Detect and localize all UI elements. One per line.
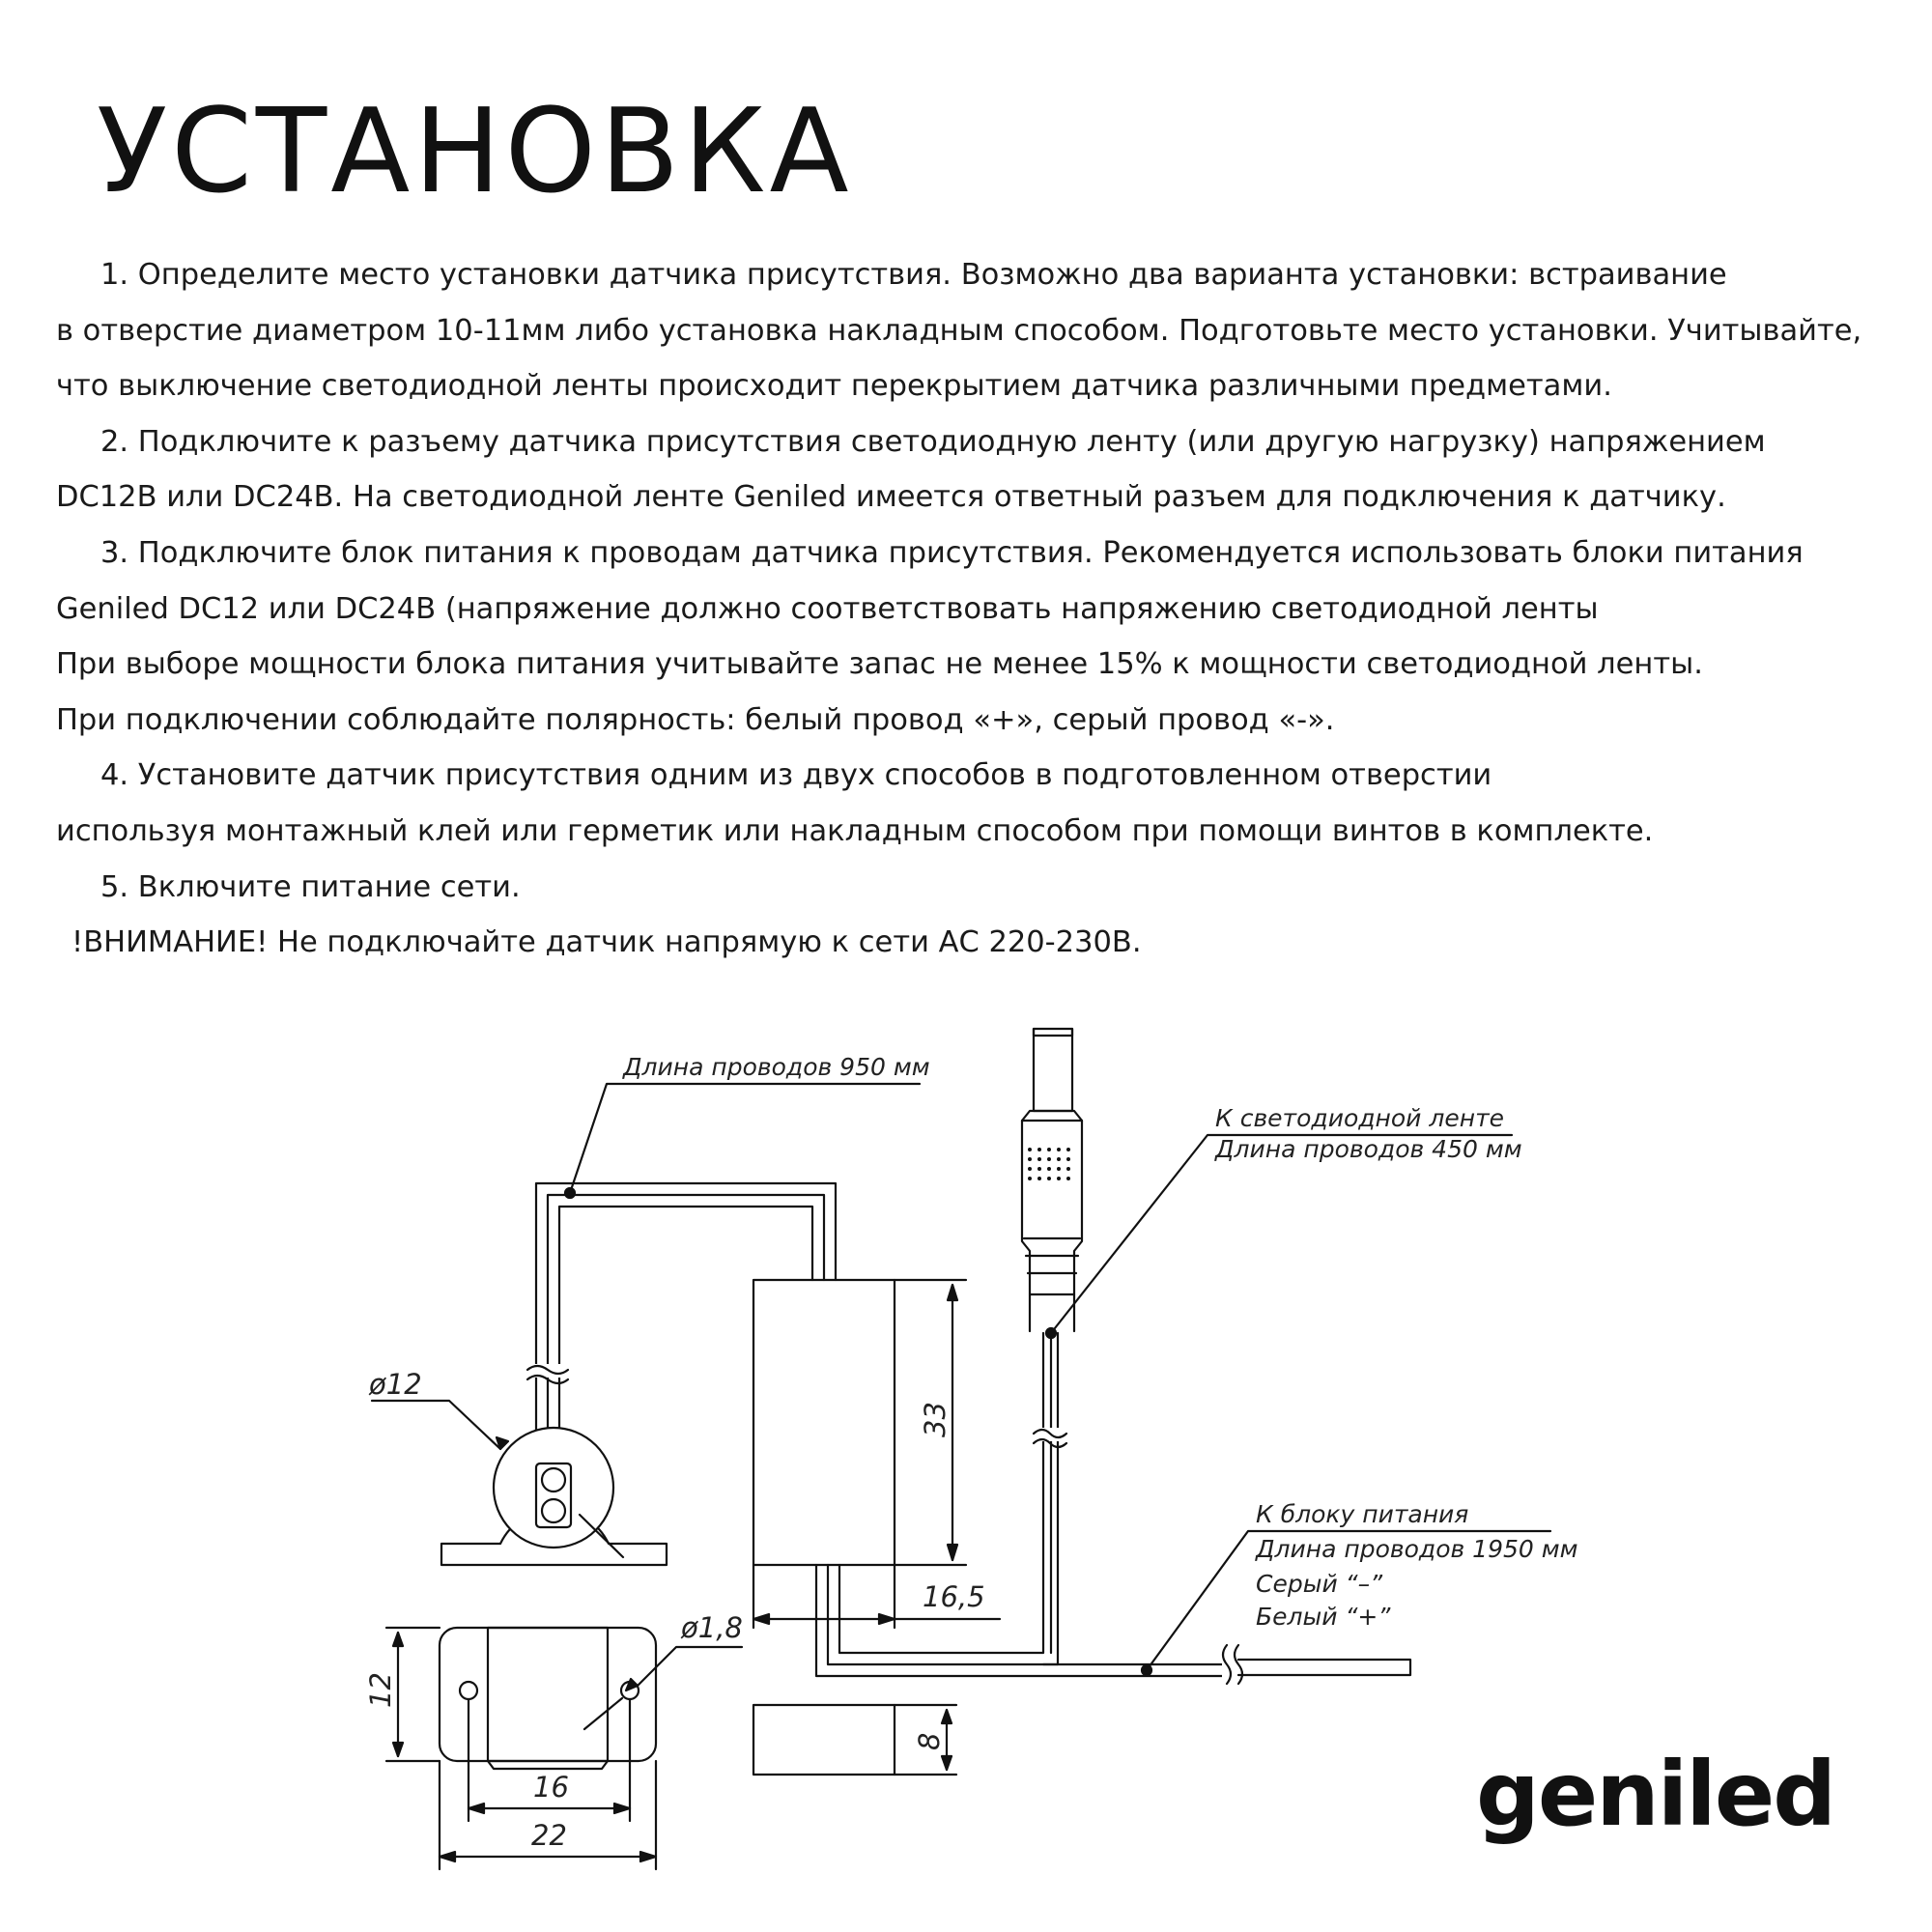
instruction-line: Geniled DC12 или DC24В (напряжение должно соответствовать напряжению светодиодной ленты	[56, 591, 1599, 626]
psu-label-line2: Длина проводов 1950 мм	[1256, 1535, 1578, 1563]
led-label-line2: Длина проводов 450 мм	[1215, 1135, 1522, 1163]
instruction-line: в отверстие диаметром 10-11мм либо установка накладным способом. Подготовьте место установки. Учитывайте,	[56, 313, 1862, 348]
instruction-line: При подключении соблюдайте полярность: белый провод «+», серый провод «-».	[56, 702, 1335, 737]
sensor-wire-callout	[570, 1053, 930, 1193]
psu-callout	[1147, 1500, 1577, 1670]
warning-text: !ВНИМАНИЕ! Не подключайте датчик напрямую к сети АС 220-230В.	[71, 925, 1142, 960]
instruction-line: 2. Подключите к разъему датчика присутствия светодиодную ленту (или другую нагрузку) напряжением	[100, 424, 1766, 459]
instruction-line: 4. Установите датчик присутствия одним из двух способов в подготовленном отверстии	[100, 758, 1492, 793]
sensor-diameter-dim: ø12	[369, 1368, 422, 1401]
plate-height-dim: 12	[364, 1672, 397, 1708]
mounting-plate	[364, 1611, 743, 1869]
psu-label-line4: Белый “+”	[1256, 1603, 1391, 1631]
instruction-line: При выборе мощности блока питания учитывайте запас не менее 15% к мощности светодиодной ленты.	[56, 647, 1703, 682]
psu-label-line3: Серый “–”	[1256, 1570, 1383, 1598]
psu-label-line1: К блоку питания	[1256, 1500, 1469, 1528]
page-title: УСТАНОВКА	[97, 85, 853, 219]
connector-grip-dots	[1028, 1148, 1070, 1180]
instruction-line: DC12В или DC24В. На светодиодной ленте Geniled имеется ответный разъем для подключения к датчику.	[56, 480, 1726, 515]
sensor-cable	[527, 1183, 836, 1449]
plate-width-dim: 22	[531, 1819, 567, 1852]
box-height-dim: 33	[919, 1402, 952, 1437]
instruction-line: что выключение светодиодной ленты происходит перекрытием датчика различными предметами.	[56, 369, 1612, 404]
box-width-dim: 16,5	[923, 1580, 985, 1613]
instruction-line: 5. Включите питание сети.	[100, 869, 521, 904]
hole-spacing-dim: 16	[533, 1771, 569, 1804]
box-top-view	[753, 1705, 956, 1775]
led-callout	[1051, 1104, 1522, 1333]
sensor-head	[368, 1368, 667, 1565]
led-label-line1: К светодиодной ленте	[1215, 1104, 1505, 1132]
sensor-wire-label: Длина проводов 950 мм	[623, 1053, 930, 1081]
box-depth-dim: 8	[913, 1732, 946, 1750]
brand-logo: geniled	[1476, 1743, 1835, 1846]
instruction-line: используя монтажный клей или герметик или накладным способом при помощи винтов в комплекте.	[56, 813, 1654, 848]
dc-connector	[1022, 1029, 1082, 1331]
instruction-line: 3. Подключите блок питания к проводам датчика присутствия. Рекомендуется использовать блоки питания	[100, 535, 1804, 570]
instruction-line: 1. Определите место установки датчика присутствия. Возможно два варианта установки: встраивание	[100, 258, 1727, 292]
hole-diameter-dim: ø1,8	[681, 1611, 743, 1644]
control-box	[753, 1280, 1000, 1628]
